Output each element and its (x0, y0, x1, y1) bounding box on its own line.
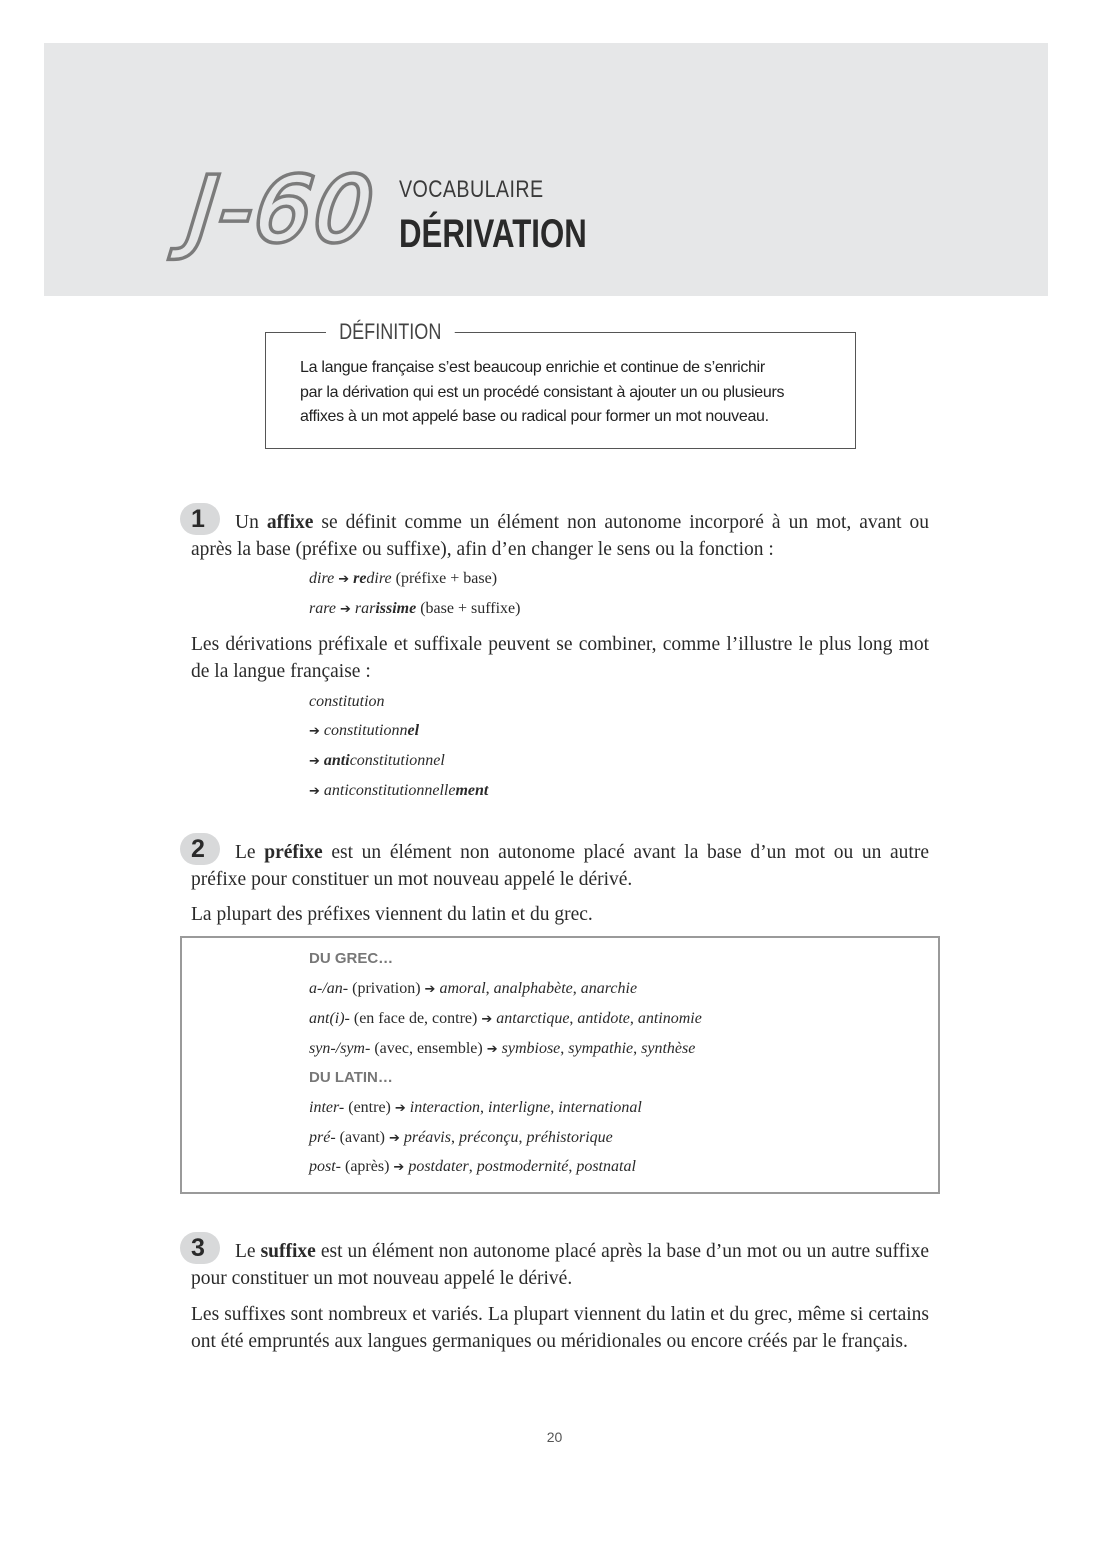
prefix-row: a-/an- (privation) ➔ amoral, analphabète, anarchie (309, 980, 638, 997)
section-number-badge: 3 (180, 1232, 220, 1264)
section-number-badge: 2 (180, 833, 220, 865)
arrow-icon: ➔ (486, 1042, 498, 1057)
rubric-label: VOCABULAIRE (399, 176, 544, 203)
page-number: 20 (546, 1429, 563, 1445)
definition-line: affixes à un mot appelé base ou radical pour former un mot nouveau. (300, 408, 769, 425)
day-code: J-60 (184, 158, 382, 261)
section-number-badge: 1 (180, 503, 220, 535)
arrow-icon: ➔ (309, 784, 320, 799)
page-title: DÉRIVATION (399, 212, 587, 256)
arrow-icon: ➔ (309, 724, 320, 739)
definition-text (300, 356, 830, 430)
section2-paragraph: Le préfixe est un élément non autonome placé avant la base d’un mot ou un autre préfixe pour constituer un mot nouveau appelé le dérivé. (191, 842, 929, 890)
prefix-row: ant(i)- (en face de, contre) ➔ antarctique, antidote, antinomie (309, 1010, 702, 1027)
prefix-row: syn-/sym- (avec, ensemble) ➔ symbiose, sympathie, synthèse (309, 1040, 696, 1057)
definition-line: par la dérivation qui est un procédé consistant à ajouter un ou plusieurs (300, 383, 785, 401)
chain-line: ➔ anticonstitutionnellement (309, 782, 489, 799)
arrow-icon: ➔ (393, 1160, 405, 1175)
section1-paragraph-2: Les dérivations préfixale et suffixale peuvent se combiner, comme l’illustre le plus long mot de la langue française : (191, 634, 929, 682)
definition-line: La langue française s’est beaucoup enrichie et continue de s’enrichir (300, 359, 765, 376)
prefix-row: inter- (entre) ➔ interaction, interligne, international (309, 1099, 642, 1116)
term-prefixe: préfixe (264, 842, 323, 863)
arrow-icon: ➔ (394, 1101, 406, 1116)
arrow-icon: ➔ (388, 1131, 400, 1146)
example-line: dire ➔ redire (préfixe + base) (309, 570, 498, 587)
definition-legend: DÉFINITION (326, 319, 454, 345)
arrow-icon: ➔ (309, 754, 320, 769)
arrow-icon: ➔ (338, 572, 350, 587)
latin-heading: DU LATIN… (309, 1069, 393, 1086)
example-line: rare ➔ rarissime (base + suffixe) (309, 600, 521, 617)
term-suffixe: suffixe (260, 1241, 316, 1262)
arrow-icon: ➔ (424, 982, 436, 997)
prefix-table-box (180, 936, 940, 1194)
chain-line: ➔ constitutionnel (309, 722, 420, 739)
section3-paragraph: Le suffixe est un élément non autonome placé après la base d’un mot ou un autre suffixe pour constituer un mot nouveau appelé le dérivé. (191, 1241, 929, 1289)
arrow-icon: ➔ (481, 1012, 493, 1027)
section1-paragraph: Un affixe se définit comme un élément non autonome incorporé à un mot, avant ou après la base (préfixe ou suffixe), afin d’en changer le sens ou la fonction : (191, 512, 929, 560)
section3-paragraph-2: Les suffixes sont nombreux et variés. La plupart viennent du latin et du grec, même si certains ont été empruntés aux langues germaniques ou méridionales ou encore créés par le français. (191, 1304, 929, 1352)
greek-heading: DU GREC… (309, 950, 394, 967)
prefix-row: pré- (avant) ➔ préavis, préconçu, préhistorique (309, 1129, 613, 1146)
term-affixe: affixe (266, 512, 314, 533)
arrow-icon: ➔ (339, 602, 351, 617)
section2-paragraph-2: La plupart des préfixes viennent du latin et du grec. (191, 904, 593, 925)
chain-line: ➔ anticonstitutionnel (309, 752, 445, 769)
prefix-row: post- (après) ➔ postdater, postmodernité, postnatal (309, 1158, 636, 1175)
chain-line: constitution (309, 693, 385, 710)
